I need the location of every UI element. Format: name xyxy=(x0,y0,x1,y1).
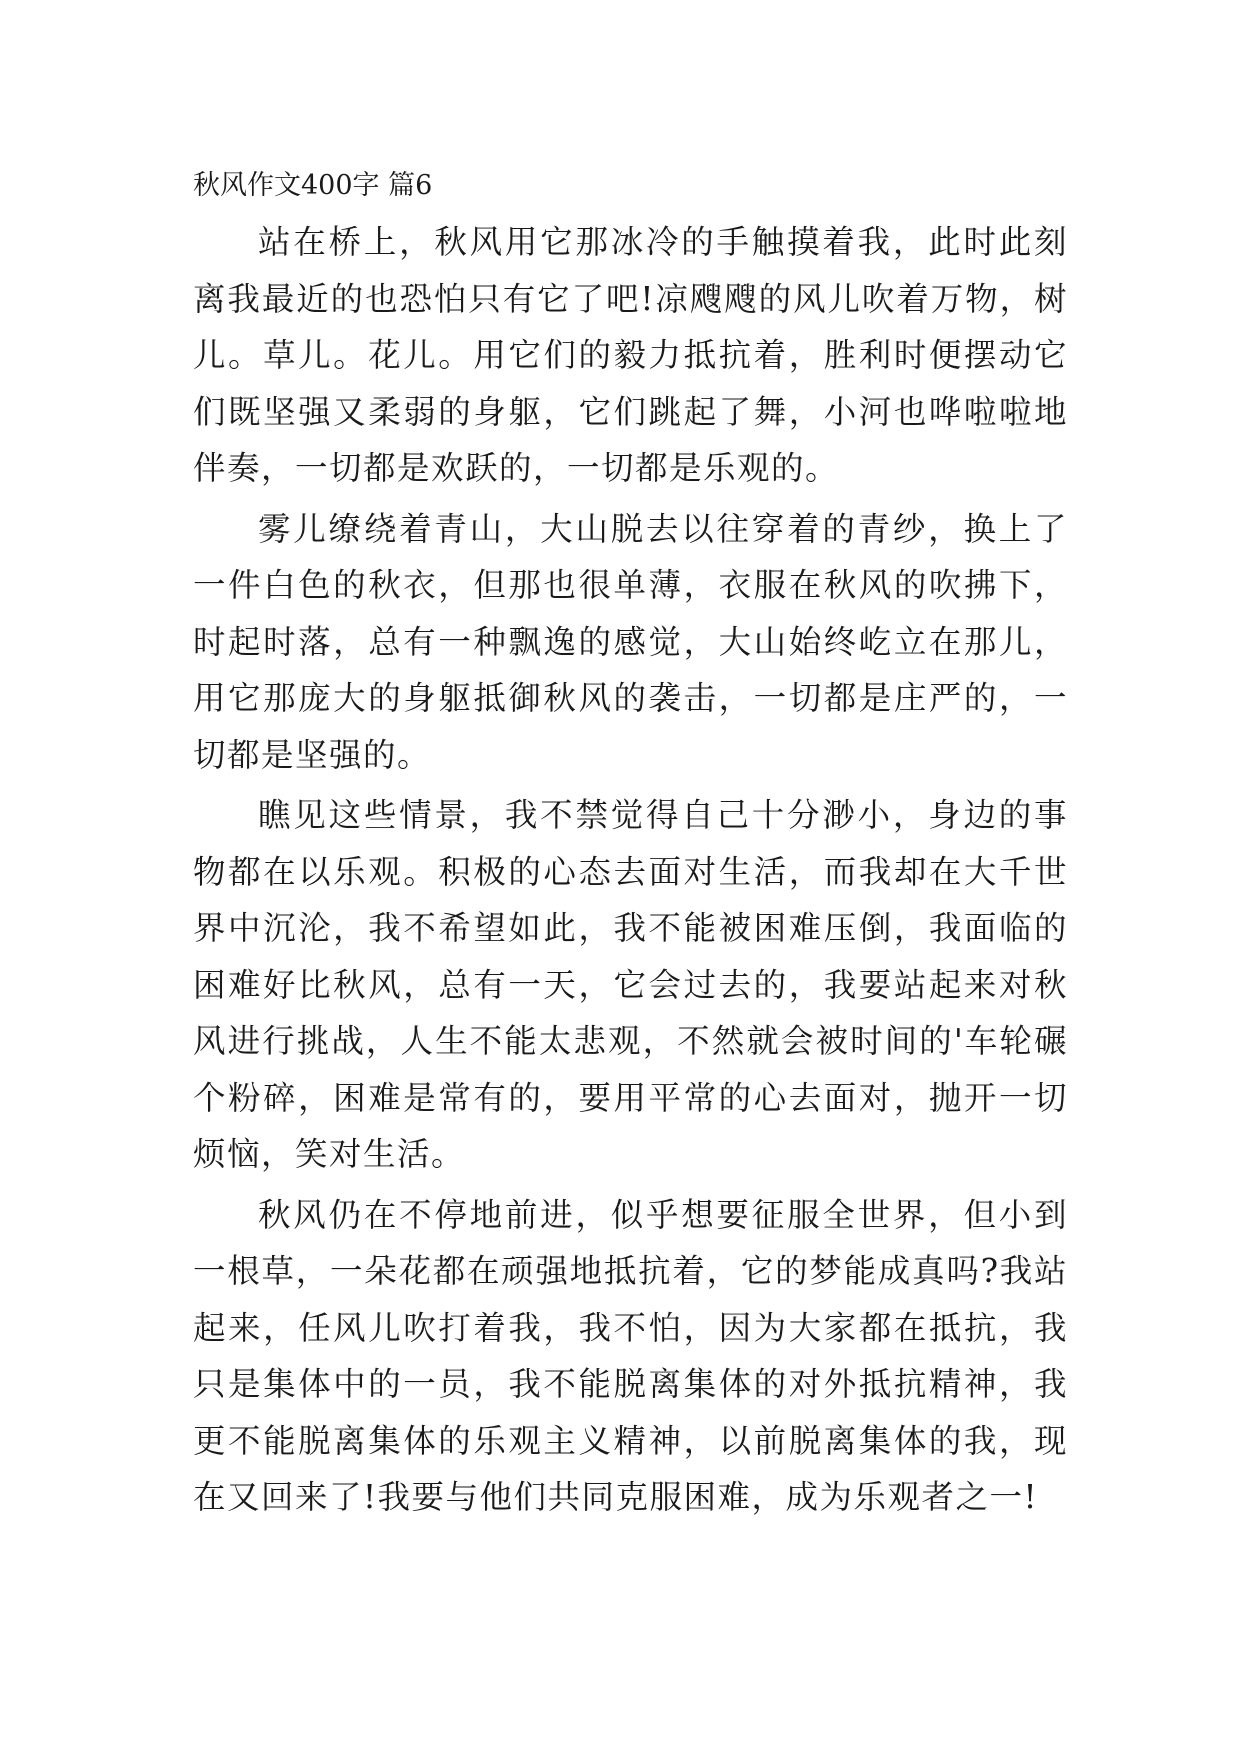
paragraph-3: 瞧见这些情景，我不禁觉得自己十分渺小，身边的事物都在以乐观。积极的心态去面对生活，而我却在大千世界中沉沦，我不希望如此，我不能被困难压倒，我面临的困难好比秋风，总有一天，它会过去的，我要站起来对秋风进行挑战，人生不能太悲观，不然就会被时间的'车轮碾个粉碎，困难是常有的，要用平常的心去面对，抛开一切烦恼，笑对生活。 xyxy=(193,796,1068,1173)
document-title: 秋风作文400字 篇6 xyxy=(193,170,433,201)
paragraph-4: 秋风仍在不停地前进，似乎想要征服全世界，但小到一根草，一朵花都在顽强地抵抗着，它的梦能成真吗?我站起来，任风儿吹打着我，我不怕，因为大家都在抵抗，我只是集体中的一员，我不能脱离集体的对外抵抗精神，我更不能脱离集体的乐观主义精神，以前脱离集体的我，现在又回来了!我要与他们共同克服困难，成为乐观者之一! xyxy=(193,1195,1068,1516)
paragraph-1: 站在桥上，秋风用它那冰冷的手触摸着我，此时此刻离我最近的也恐怕只有它了吧!凉飕飕的风儿吹着万物，树儿。草儿。花儿。用它们的毅力抵抗着，胜利时便摆动它们既坚强又柔弱的身躯，它们跳起了舞，小河也哗啦啦地伴奏，一切都是欢跃的，一切都是乐观的。 xyxy=(193,223,1068,487)
paragraph-2: 雾儿缭绕着青山，大山脱去以往穿着的青纱，换上了一件白色的秋衣，但那也很单薄，衣服在秋风的吹拂下，时起时落，总有一种飘逸的感觉，大山始终屹立在那儿，用它那庞大的身躯抵御秋风的袭击，一切都是庄严的，一切都是坚强的。 xyxy=(193,509,1068,774)
document-body xyxy=(193,158,1068,1525)
